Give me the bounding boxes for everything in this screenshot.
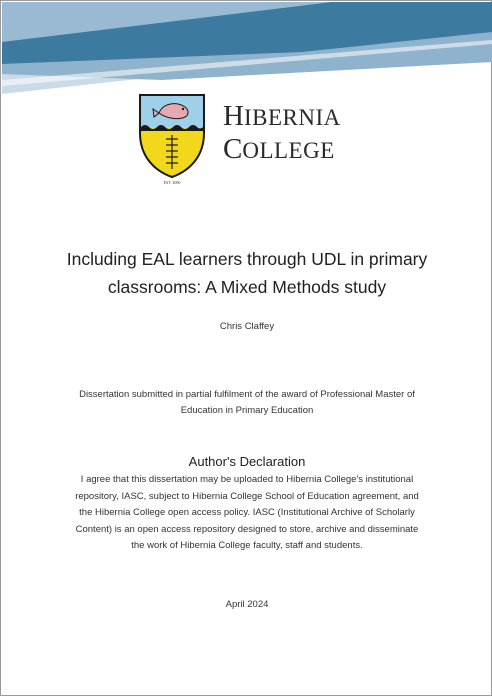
declaration-line: Content) is an open access repository designed to store, archive and disseminate <box>75 523 419 535</box>
crest-caption: EST. 2000 <box>163 180 181 185</box>
submission-statement <box>55 387 439 419</box>
college-name-initial-1: H <box>223 100 244 132</box>
dissertation-title <box>41 245 453 301</box>
author-name: Chris Claffey <box>219 321 275 332</box>
declaration-heading: Author's Declaration <box>188 454 306 469</box>
declaration-line: the work of Hibernia College faculty, staff and students. <box>131 540 363 551</box>
header-decorative-band <box>2 2 492 94</box>
declaration-line: the Hibernia College open access policy. IASC (Institutional Archive of Scholarly <box>79 507 415 518</box>
college-name-rest-1: IBERNIA <box>243 105 341 130</box>
college-name-line-2 <box>223 135 335 164</box>
title-line-1: Including EAL learners through UDL in primary <box>66 249 428 269</box>
college-logo <box>137 93 361 185</box>
declaration-line: I agree that this dissertation may be uploaded to Hibernia College's institutional <box>80 474 414 485</box>
submission-date: April 2024 <box>225 599 269 610</box>
title-line-2: classrooms: A Mixed Methods study <box>107 277 387 297</box>
college-name-rest-2: OLLEGE <box>242 138 335 163</box>
crest-icon <box>137 93 207 185</box>
declaration-body <box>63 472 431 555</box>
college-name-initial-2: C <box>223 133 243 165</box>
submission-line-2: Education in Primary Education <box>180 405 314 416</box>
submission-line-1: Dissertation submitted in partial fulfilment of the award of Professional Master of <box>79 389 415 400</box>
college-name-line-1 <box>223 102 341 131</box>
declaration-line: repository, IASC, subject to Hibernia College School of Education agreement, and <box>75 490 419 502</box>
